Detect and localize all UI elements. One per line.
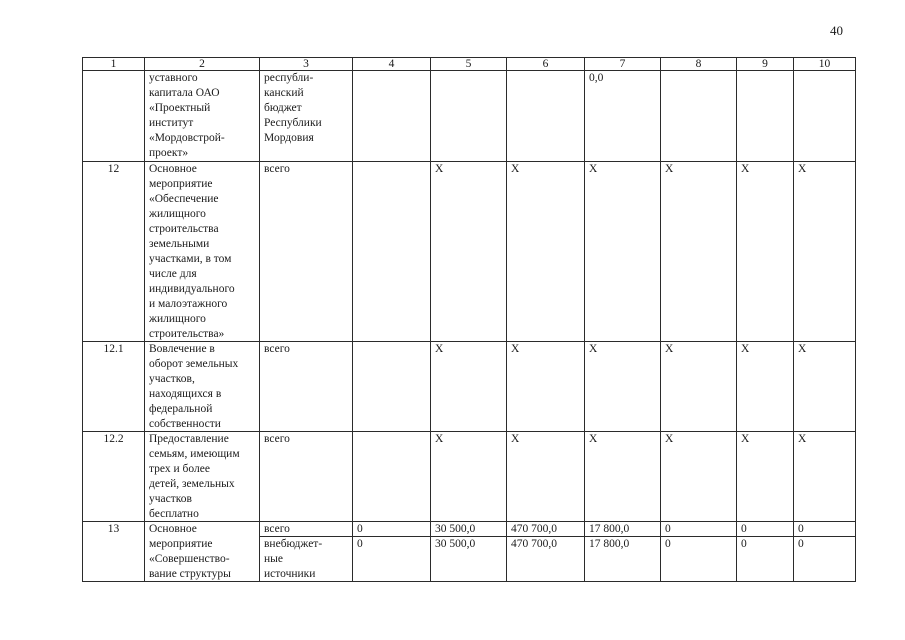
header-col-4: 4: [388, 58, 395, 70]
table-cell-value: 30 500,0: [435, 538, 476, 550]
table-cell-value: X: [665, 433, 674, 445]
table-cell-name: уставного капитала ОАО «Проектный институт «Мордовстрой- проект»: [149, 72, 225, 159]
header-col-1: 1: [110, 58, 117, 70]
table-cell-value: X: [798, 433, 807, 445]
table-cell-value: X: [589, 163, 598, 175]
col-rule: [144, 57, 145, 582]
table-cell-value: 470 700,0: [511, 538, 557, 550]
table-cell-value: X: [665, 343, 674, 355]
table-cell-source: республи- канский бюджет Республики Мордовия: [264, 72, 322, 144]
header-col-2: 2: [199, 58, 205, 70]
header-col-5: 5: [465, 58, 472, 70]
table-cell-value: X: [511, 343, 520, 355]
table-cell-value: 470 700,0: [511, 523, 557, 535]
table-cell-source: всего: [264, 433, 290, 445]
table-cell-source: внебюджет- ные источники: [264, 538, 323, 580]
col-rule: [430, 57, 431, 582]
table-cell-value: 17 800,0: [589, 538, 630, 550]
col-rule: [793, 57, 794, 582]
table-cell-source: всего: [264, 163, 290, 175]
table-cell-value: X: [511, 433, 520, 445]
table-cell-value: X: [741, 343, 750, 355]
row-number: 12.2: [103, 433, 124, 445]
table-cell-value: 0: [741, 523, 747, 535]
table-cell-source: всего: [264, 343, 290, 355]
row-number: 12.1: [103, 343, 124, 355]
col-rule: [584, 57, 585, 582]
table-cell-value: X: [511, 163, 520, 175]
table-cell-name: Основное мероприятие «Совершенство- вание структуры: [149, 523, 231, 580]
table-cell-value: X: [798, 343, 807, 355]
col-rule: [855, 57, 856, 582]
header-col-9: 9: [762, 58, 768, 70]
col-rule: [736, 57, 737, 582]
table-cell-value: 0: [665, 538, 671, 550]
table-cell-value: X: [435, 343, 444, 355]
col-rule: [82, 57, 83, 582]
table-cell-value: 0: [357, 523, 363, 535]
table-cell-value: X: [589, 343, 598, 355]
row-number: 13: [107, 523, 120, 535]
table-cell-value: 0: [665, 523, 671, 535]
table-border-bottom: [82, 581, 856, 582]
col-rule: [660, 57, 661, 582]
budget-table: [82, 57, 856, 582]
row-number: 12: [107, 163, 120, 175]
table-cell-value: 0: [798, 538, 804, 550]
col-rule: [259, 57, 260, 582]
table-cell-value: X: [435, 433, 444, 445]
col-rule: [506, 57, 507, 582]
table-cell-value: X: [741, 163, 750, 175]
table-cell-value: X: [435, 163, 444, 175]
header-col-10: 10: [818, 58, 831, 70]
table-cell-value: 0: [357, 538, 363, 550]
header-col-3: 3: [303, 58, 309, 70]
header-col-6: 6: [542, 58, 549, 70]
header-col-8: 8: [695, 58, 702, 70]
table-cell-name: Основное мероприятие «Обеспечение жилищного строительства земельными участками, в том числе для индивидуального и малоэтажного жилищного строительства»: [149, 163, 235, 340]
table-cell-value: 0,0: [589, 72, 604, 84]
table-cell-name: Вовлечение в оборот земельных участков, находящихся в федеральной собственности: [149, 343, 239, 430]
table-cell-value: 17 800,0: [589, 523, 630, 535]
table-cell-source: всего: [264, 523, 290, 535]
table-cell-value: X: [665, 163, 674, 175]
table-cell-name: Предоставление семьям, имеющим трех и более детей, земельных участков бесплатно: [149, 433, 240, 520]
table-cell-value: 0: [798, 523, 804, 535]
col-rule: [352, 57, 353, 582]
table-cell-value: X: [798, 163, 807, 175]
page-number: 40: [830, 23, 843, 38]
table-cell-value: X: [589, 433, 598, 445]
table-cell-value: 0: [741, 538, 747, 550]
table-cell-value: X: [741, 433, 750, 445]
header-col-7: 7: [619, 58, 626, 70]
table-cell-value: 30 500,0: [435, 523, 476, 535]
